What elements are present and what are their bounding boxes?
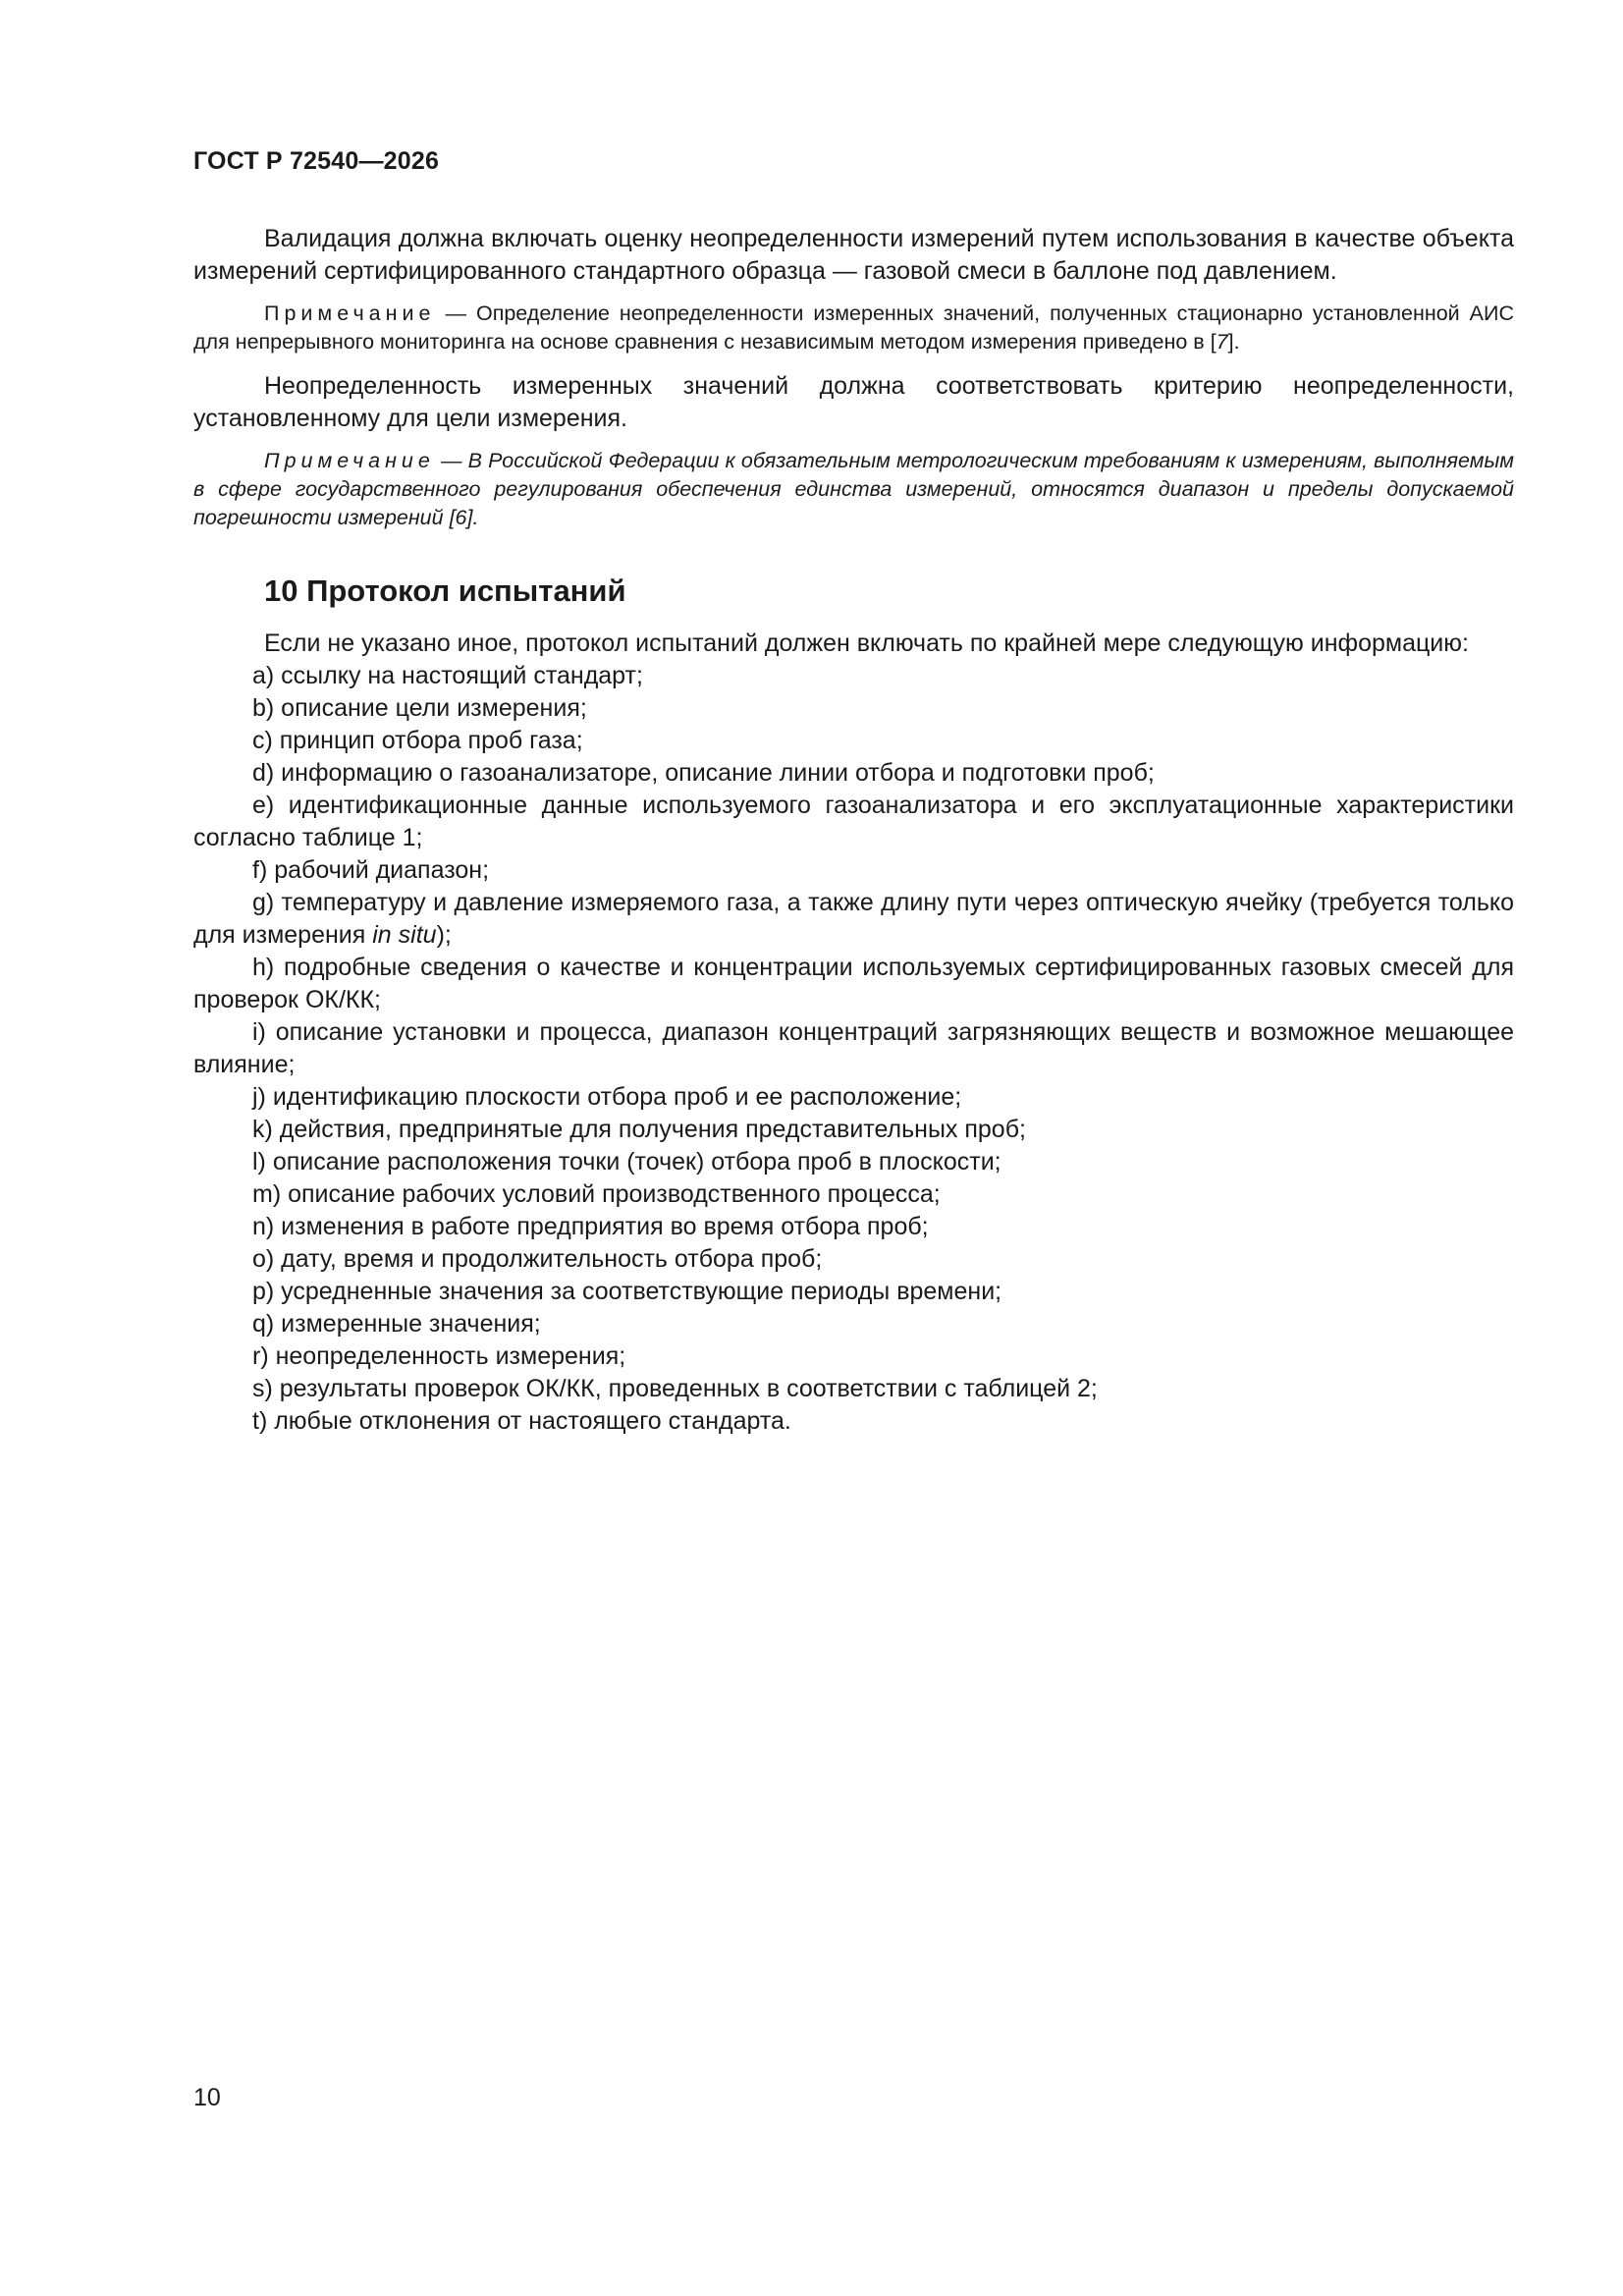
list-item: o) дату, время и продолжительность отбора проб;	[252, 1245, 823, 1273]
list-item: p) усредненные значения за соответствующие периоды времени;	[252, 1278, 1002, 1305]
note-text: — В Российской Федерации к обязательным метрологическим требованиям к измерениям, выполняемым в сфере государственного регулирования обеспечения единства измерений, относятся диапазон и пределы допускаемой погрешности измерений [	[193, 449, 1514, 529]
note-label: Примечание	[264, 449, 435, 472]
list-item: r) неопределенность измерения;	[252, 1342, 626, 1370]
document-id-header: ГОСТ Р 72540—2026	[193, 147, 440, 175]
list-item	[193, 887, 1514, 952]
list-item: f) рабочий диапазон;	[252, 856, 490, 884]
list-item: b) описание цели измерения;	[252, 694, 587, 722]
list-item: q) измеренные значения;	[252, 1310, 541, 1338]
list-item: s) результаты проверок ОК/КК, проведенных в соответствии с таблицей 2;	[252, 1375, 1098, 1402]
list-item: c) принцип отбора проб газа;	[252, 727, 583, 754]
section-10-title: 10 Протокол испытаний	[264, 574, 626, 608]
note-reference: 6	[455, 506, 467, 529]
note-reference: 7	[1216, 330, 1228, 354]
note-uncertainty-determination	[193, 300, 1514, 356]
list-item: h) подробные сведения о качестве и концентрации используемых сертифицированных газовых смесей для проверок ОК/КК;	[193, 954, 1514, 1013]
list-item: k) действия, предпринятые для получения представительных проб;	[252, 1116, 1026, 1143]
note-label: Примечание	[264, 301, 436, 325]
list-item-italic: in situ	[372, 921, 437, 949]
list-item: n) изменения в работе предприятия во время отбора проб;	[252, 1213, 929, 1240]
list-item: l) описание расположения точки (точек) отбора проб в плоскости;	[252, 1148, 1001, 1175]
list-item: t) любые отклонения от настоящего стандарта.	[252, 1407, 791, 1435]
note-text-end: ].	[466, 506, 479, 529]
list-item: j) идентификацию плоскости отбора проб и ее расположение;	[252, 1083, 962, 1111]
paragraph-uncertainty-criterion: Неопределенность измеренных значений должна соответствовать критерию неопределенности, установленному для цели измерения.	[193, 372, 1514, 432]
page-number: 10	[193, 2084, 221, 2111]
list-item-end: );	[436, 921, 452, 949]
list-item: e) идентификационные данные используемого газоанализатора и его эксплуатационные характеристики согласно таблице 1;	[193, 792, 1514, 851]
note-text: — Определение неопределенности измеренных значений, полученных стационарно установленной АИС для непрерывного мониторинга на основе сравнения с независимым методом измерения приведено в [	[193, 301, 1514, 354]
list-item: d) информацию о газоанализаторе, описание линии отбора и подготовки проб;	[252, 759, 1155, 787]
page-content	[193, 223, 1514, 1438]
list-item: m) описание рабочих условий производственного процесса;	[252, 1180, 941, 1208]
list-item: a) ссылку на настоящий стандарт;	[252, 662, 643, 689]
report-items-list	[193, 660, 1514, 1438]
section-10-intro: Если не указано иное, протокол испытаний должен включать по крайней мере следующую информацию:	[264, 629, 1469, 657]
list-item: i) описание установки и процесса, диапазон концентраций загрязняющих веществ и возможное мешающее влияние;	[193, 1018, 1514, 1078]
note-text-end: ].	[1227, 330, 1240, 354]
note-metrological-requirements	[193, 447, 1514, 532]
paragraph-validation: Валидация должна включать оценку неопределенности измерений путем использования в качестве объекта измерений сертифицированного стандартного образца — газовой смеси в баллоне под давлением.	[193, 225, 1514, 285]
list-item-text: g) температуру и давление измеряемого газа, а также длину пути через оптическую ячейку (требуется только для измерения	[193, 889, 1514, 949]
